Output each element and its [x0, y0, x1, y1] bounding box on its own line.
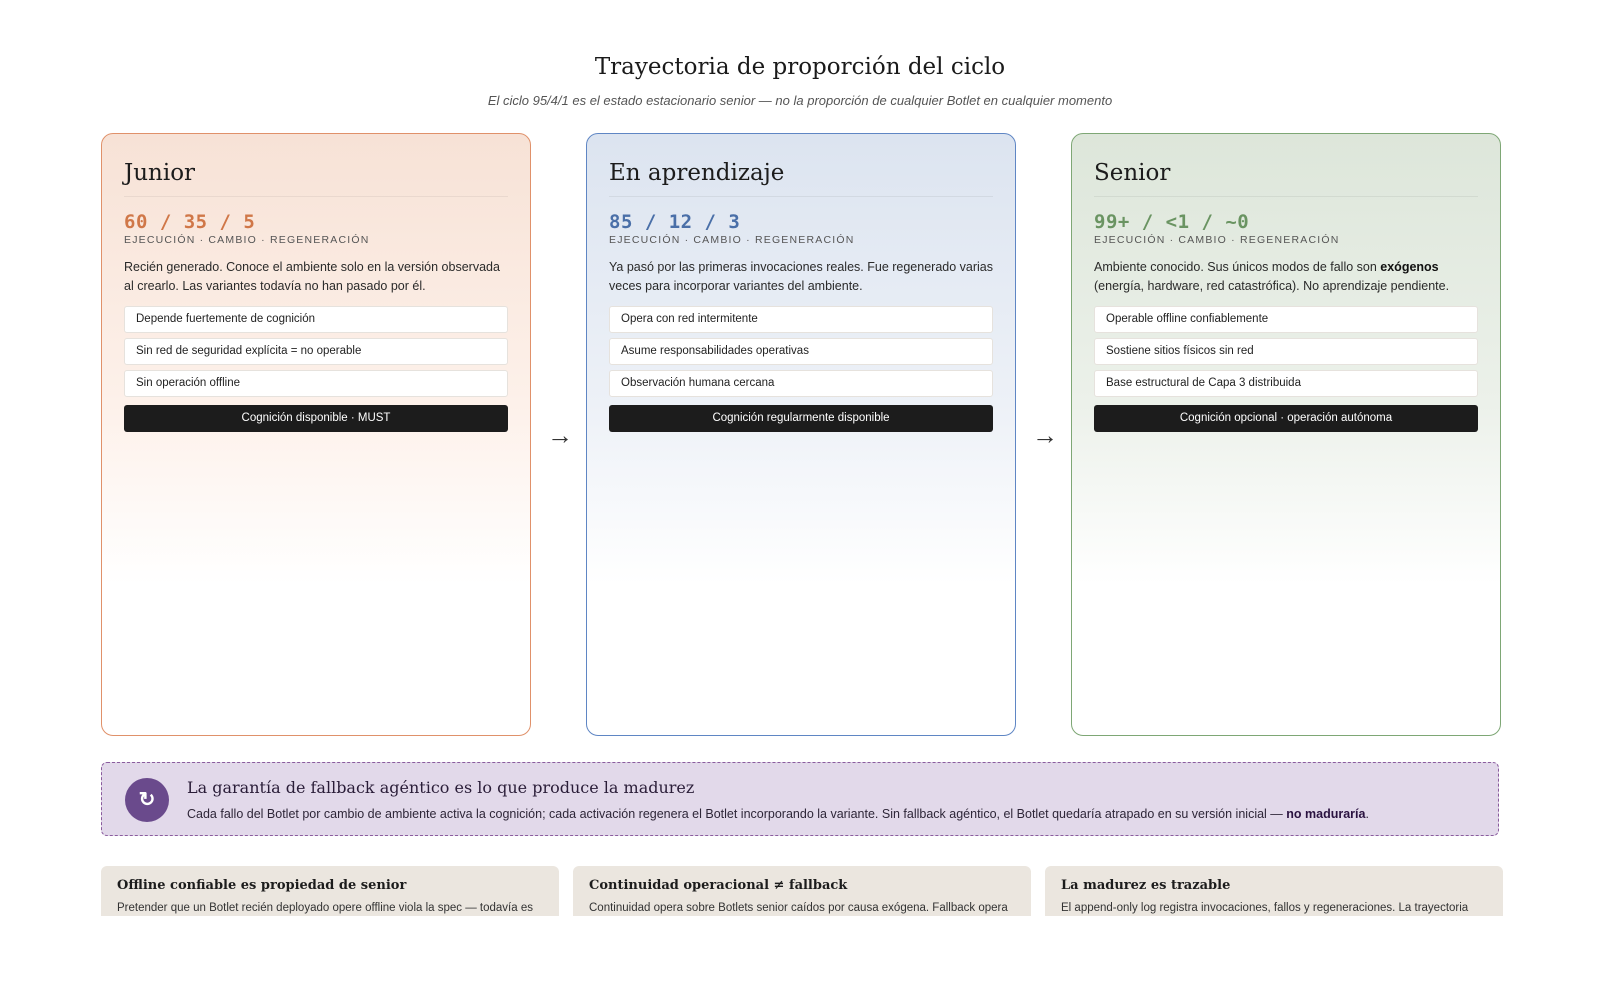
stage-ratio: 60 / 35 / 5 — [124, 211, 256, 233]
fallback-title: La garantía de fallback agéntico es lo que produce la madurez — [187, 778, 695, 797]
stage-ratio-label: EJECUCIÓN · CAMBIO · REGENERACIÓN — [1094, 234, 1340, 246]
stage-card-en-aprendizaje — [586, 133, 1016, 736]
stage-item: Depende fuertemente de cognición — [124, 306, 508, 333]
stage-ratio: 85 / 12 / 3 — [609, 211, 741, 233]
note-title: La madurez es trazable — [1061, 878, 1231, 893]
note-title: Offline confiable es propiedad de senior — [117, 878, 407, 893]
fallback-text — [187, 807, 1369, 821]
note-card — [101, 866, 559, 916]
stage-ratio-label: EJECUCIÓN · CAMBIO · REGENERACIÓN — [609, 234, 855, 246]
stage-item: Sin red de seguridad explícita = no operable — [124, 338, 508, 365]
stage-description: Ya pasó por las primeras invocaciones reales. Fue regenerado varias veces para incorporar variantes del ambiente. — [609, 260, 993, 293]
stage-description-start: Ambiente conocido. Sus únicos modos de fallo son — [1094, 260, 1381, 274]
stage-item: Asume responsabilidades operativas — [609, 338, 993, 365]
note-title: Continuidad operacional ≠ fallback — [589, 878, 848, 893]
stage-badge: Cognición opcional · operación autónoma — [1094, 405, 1478, 432]
stage-items — [609, 306, 993, 397]
stage-title: Junior — [124, 160, 508, 197]
fallback-text-body: Cada fallo del Botlet por cambio de ambiente activa la cognición; cada activación regenera el Botlet incorporando la variante. Sin fallback agéntico, el Botlet quedaría atrapado en su versión inicial — — [187, 807, 1287, 821]
stage-ratio-label: EJECUCIÓN · CAMBIO · REGENERACIÓN — [124, 234, 370, 246]
arrow-right-icon: → — [1032, 420, 1058, 450]
stage-description-end: (energía, hardware, red catastrófica). No aprendizaje pendiente. — [1094, 279, 1450, 293]
stage-card-junior — [101, 133, 531, 736]
stage-title: Senior — [1094, 160, 1478, 197]
page-title: Trayectoria de proporción del ciclo — [594, 54, 1006, 80]
stage-description-emphasis: exógenos — [1380, 260, 1439, 274]
stage-item: Opera con red intermitente — [609, 306, 993, 333]
stage-items — [1094, 306, 1478, 397]
note-card — [1045, 866, 1503, 916]
stage-ratio: 99+ / <1 / ~0 — [1094, 211, 1250, 233]
fallback-callout — [101, 762, 1499, 836]
fallback-text-emphasis: no maduraría — [1286, 807, 1366, 821]
note-text: El append-only log registra invocaciones, fallos y regeneraciones. La trayectoria — [1061, 902, 1469, 914]
arrow-right-icon: → — [547, 420, 573, 450]
stage-item: Base estructural de Capa 3 distribuida — [1094, 370, 1478, 397]
note-text: Pretender que un Botlet recién deployado opere offline viola la spec — todavía es — [117, 902, 533, 914]
fallback-text-end: . — [1365, 807, 1369, 821]
stage-card-senior — [1071, 133, 1501, 736]
note-card — [573, 866, 1031, 916]
stage-items — [124, 306, 508, 397]
stage-item: Observación humana cercana — [609, 370, 993, 397]
stage-title: En aprendizaje — [609, 160, 993, 197]
page-subtitle: El ciclo 95/4/1 es el estado estacionario senior — no la proporción de cualquier Botlet en cualquier momento — [487, 93, 1113, 108]
stage-item: Operable offline confiablemente — [1094, 306, 1478, 333]
stage-description: Recién generado. Conoce el ambiente solo en la versión observada al crearlo. Las variantes todavía no han pasado por él. — [124, 260, 500, 293]
note-text: Continuidad opera sobre Botlets senior caídos por causa exógena. Fallback opera — [589, 902, 1008, 914]
stage-badge: Cognición regularmente disponible — [609, 405, 993, 432]
stage-item: Sostiene sitios físicos sin red — [1094, 338, 1478, 365]
stage-description — [1094, 258, 1478, 296]
stage-item: Sin operación offline — [124, 370, 508, 397]
refresh-icon: ↻ — [125, 778, 169, 822]
stage-badge: Cognición disponible · MUST — [124, 405, 508, 432]
